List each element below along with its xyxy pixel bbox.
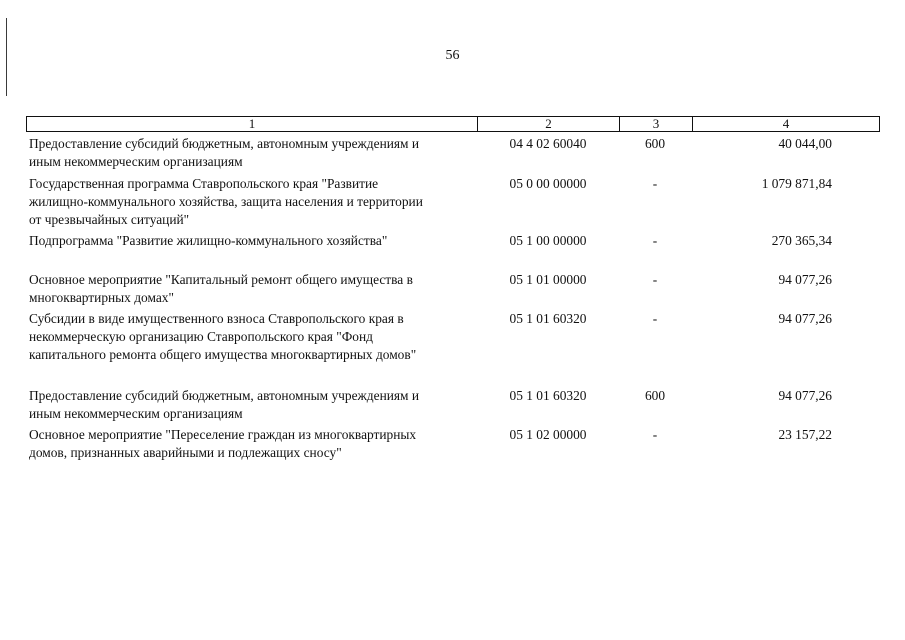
row-amount: 40 044,00	[778, 136, 832, 151]
row-expense-type: -	[652, 272, 658, 287]
row-expense-type: -	[652, 311, 658, 326]
row-code: 04 4 02 60040	[509, 136, 587, 151]
row-code: 05 1 01 00000	[509, 272, 587, 287]
row-name: Подпрограмма "Развитие жилищно-коммунального хозяйства"	[29, 233, 388, 248]
row-expense-type: -	[652, 427, 658, 442]
page-number: 56	[445, 48, 460, 63]
row-name: Государственная программа Ставропольского края "Развитие жилищно-коммунального хозяйства, защита населения и территории от чрезвычайных ситуаций"	[29, 176, 423, 227]
row-expense-type: -	[652, 176, 658, 191]
row-name: Основное мероприятие "Переселение граждан из многоквартирных домов, признанных аварийными и подлежащих сносу"	[29, 427, 417, 460]
row-expense-type: 600	[644, 136, 666, 151]
column-header-1: 1	[248, 116, 256, 131]
row-name: Предоставление субсидий бюджетным, автономным учреждениям и иным некоммерческим организациям	[29, 388, 420, 421]
column-header-3: 3	[652, 116, 660, 131]
row-name: Основное мероприятие "Капитальный ремонт общего имущества в многоквартирных домах"	[29, 272, 413, 305]
column-header-4: 4	[782, 116, 790, 131]
row-expense-type: 600	[644, 388, 666, 403]
row-code: 05 1 01 60320	[509, 311, 587, 326]
row-amount: 270 365,34	[771, 233, 832, 248]
row-amount: 23 157,22	[778, 427, 832, 442]
row-name: Субсидии в виде имущественного взноса Ставропольского края в некоммерческую организацию Ставропольского края "Фонд капитального ремонта общего имущества многоквартирных домов"	[29, 311, 417, 362]
row-code: 05 1 00 00000	[509, 233, 587, 248]
row-amount: 94 077,26	[778, 311, 832, 326]
row-amount: 1 079 871,84	[761, 176, 832, 191]
row-code: 05 0 00 00000	[509, 176, 587, 191]
row-code: 05 1 02 00000	[509, 427, 587, 442]
table-header	[26, 116, 880, 132]
row-code: 05 1 01 60320	[509, 388, 587, 403]
row-name: Предоставление субсидий бюджетным, автономным учреждениям и иным некоммерческим организациям	[29, 136, 420, 169]
row-expense-type: -	[652, 233, 658, 248]
column-header-2: 2	[545, 116, 552, 131]
row-amount: 94 077,26	[778, 272, 832, 287]
row-amount: 94 077,26	[778, 388, 832, 403]
